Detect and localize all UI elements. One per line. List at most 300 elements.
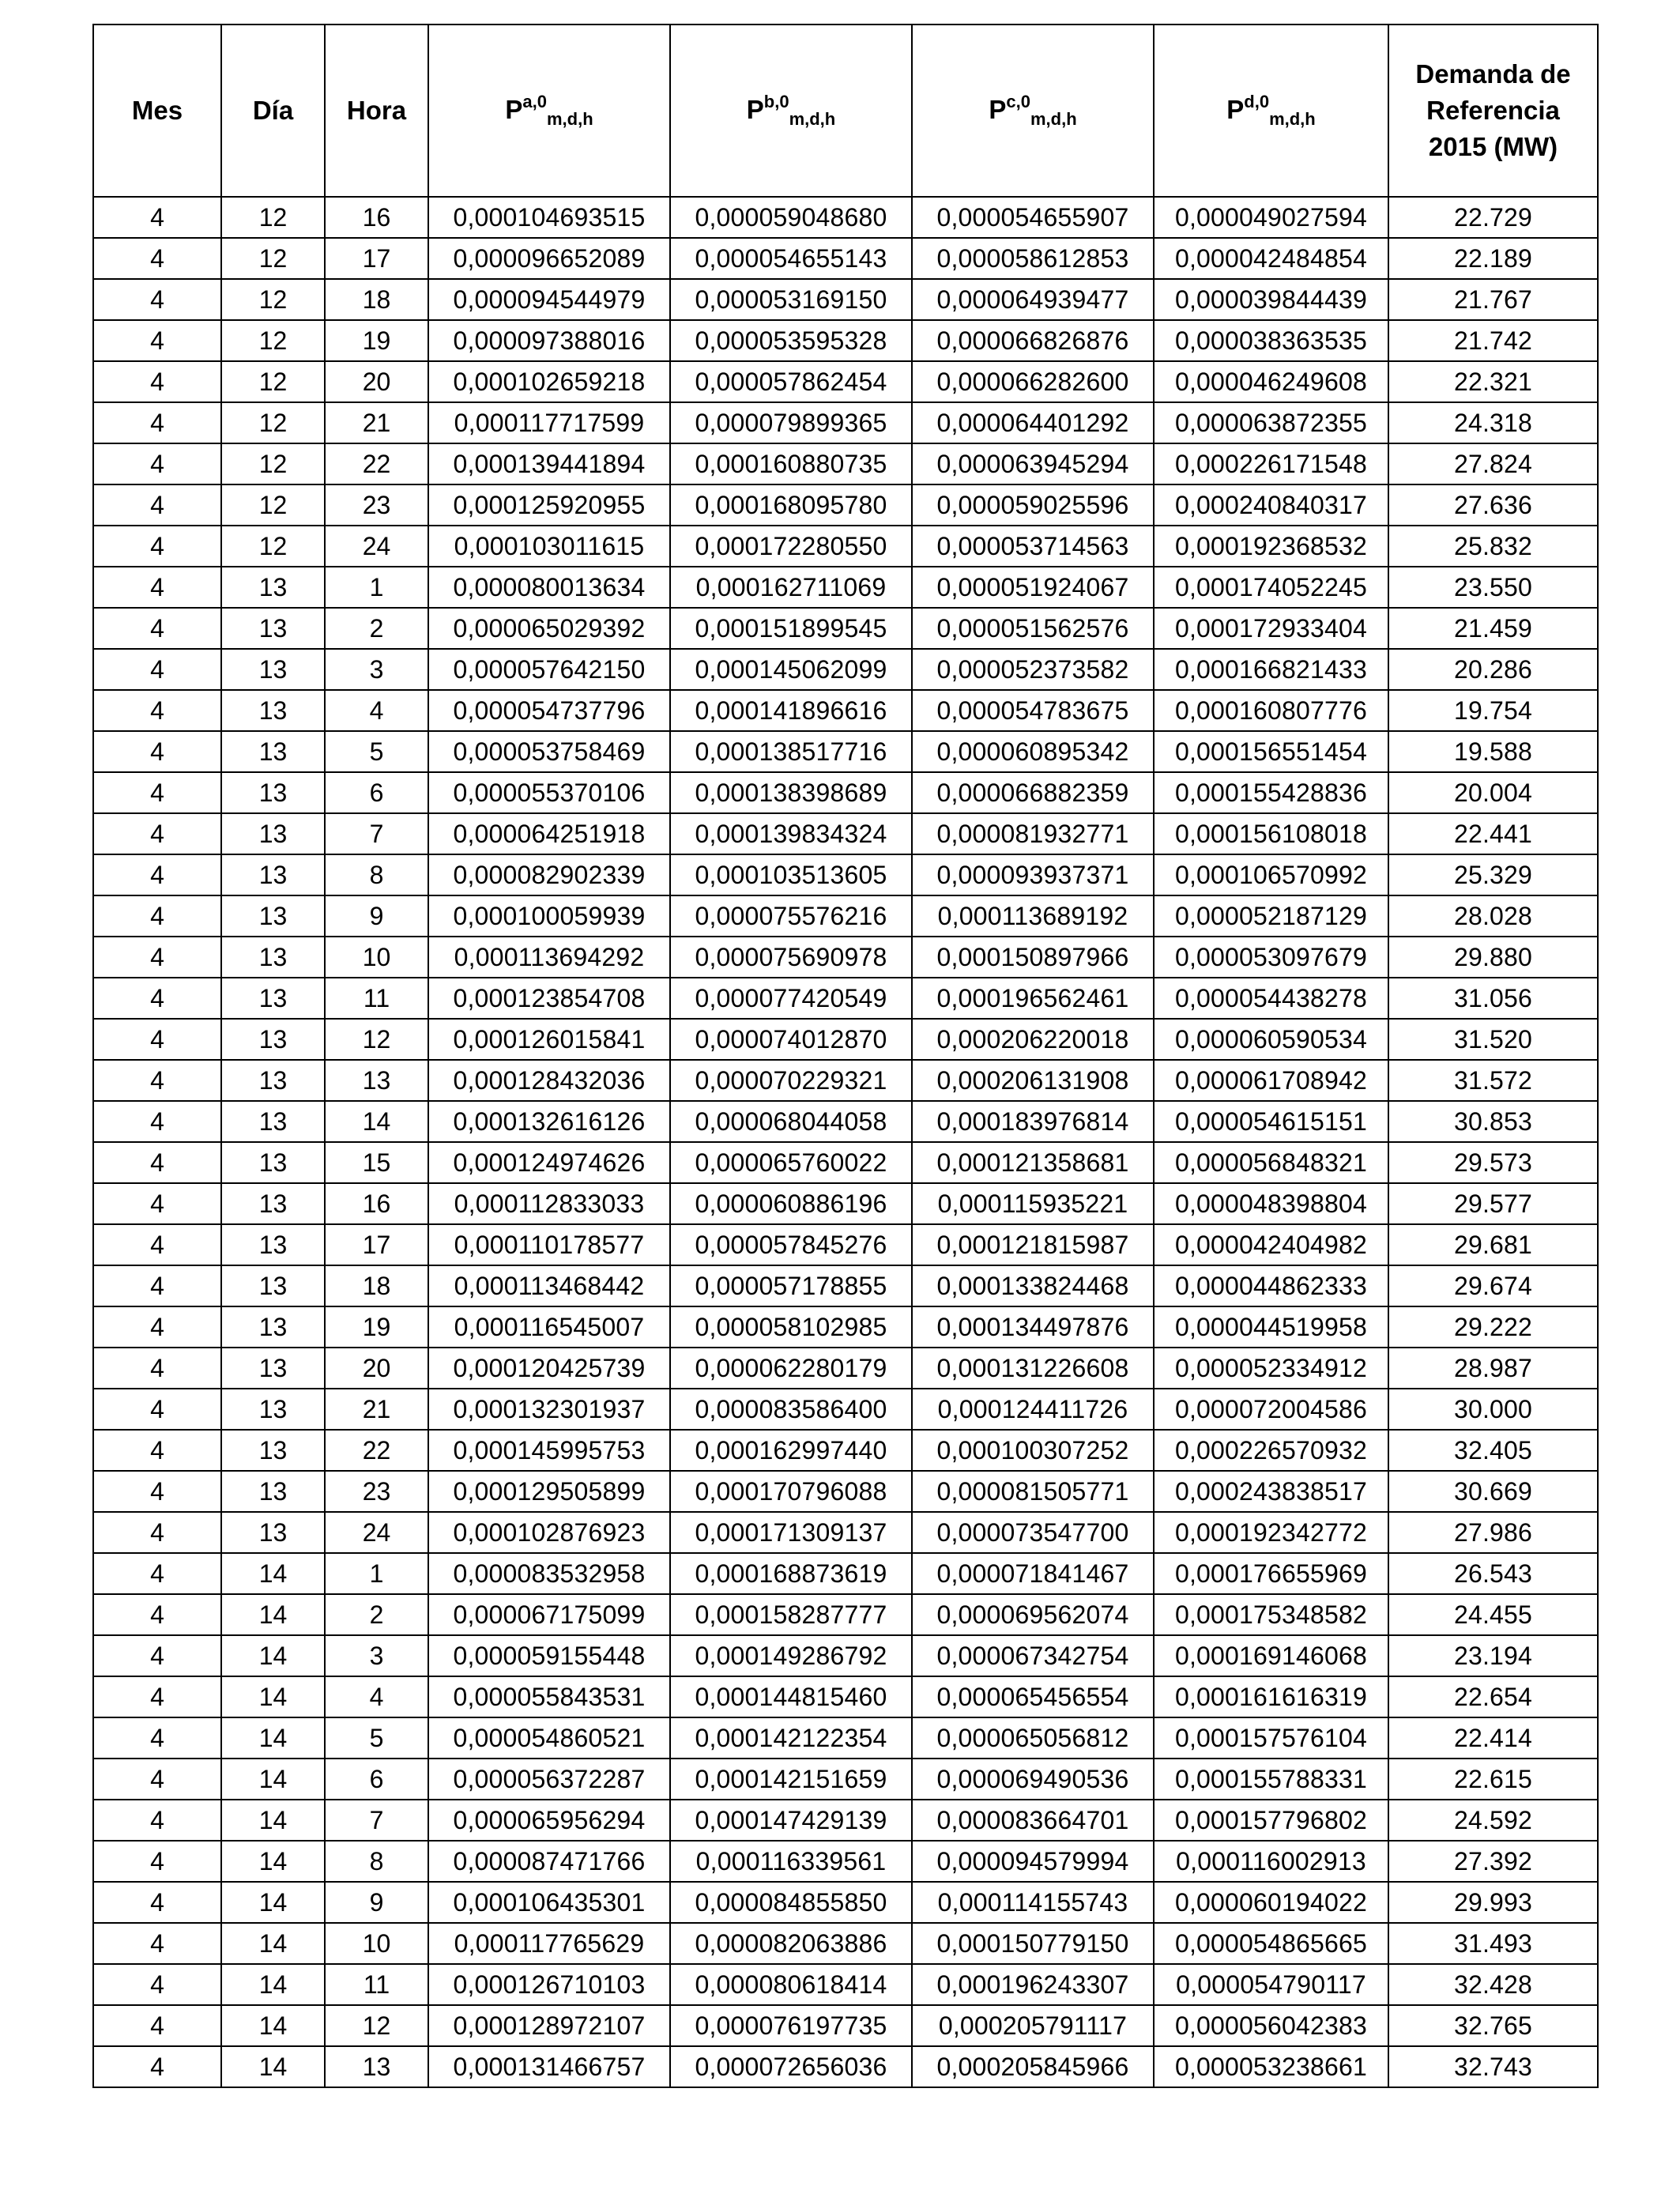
pd-cell: 0,000052334912 bbox=[1154, 1348, 1388, 1389]
dia-cell: 13 bbox=[221, 772, 325, 813]
hora-cell: 4 bbox=[325, 1676, 428, 1717]
demanda-cell: 27.986 bbox=[1388, 1512, 1598, 1553]
pc-cell: 0,000206131908 bbox=[912, 1060, 1154, 1101]
pa-cell: 0,000103011615 bbox=[428, 526, 670, 567]
dia-cell: 13 bbox=[221, 1430, 325, 1471]
hora-cell: 16 bbox=[325, 197, 428, 238]
hora-cell: 21 bbox=[325, 1389, 428, 1430]
mes-cell: 4 bbox=[93, 1348, 221, 1389]
mes-cell: 4 bbox=[93, 1882, 221, 1923]
hora-cell: 5 bbox=[325, 731, 428, 772]
table-row bbox=[93, 1676, 1598, 1717]
pd-cell: 0,000156108018 bbox=[1154, 813, 1388, 854]
pc-cell: 0,000081932771 bbox=[912, 813, 1154, 854]
pd-cell: 0,000192368532 bbox=[1154, 526, 1388, 567]
dia-cell: 13 bbox=[221, 1183, 325, 1224]
dia-cell: 14 bbox=[221, 1759, 325, 1800]
pc-cell: 0,000083664701 bbox=[912, 1800, 1154, 1841]
pb-cell: 0,000065760022 bbox=[670, 1142, 912, 1183]
pd-cell: 0,000054865665 bbox=[1154, 1923, 1388, 1964]
pb-cell: 0,000142122354 bbox=[670, 1717, 912, 1759]
demanda-cell: 29.573 bbox=[1388, 1142, 1598, 1183]
hora-cell: 1 bbox=[325, 1553, 428, 1594]
pa-cell: 0,000110178577 bbox=[428, 1224, 670, 1265]
pa-cell: 0,000145995753 bbox=[428, 1430, 670, 1471]
pd-cell: 0,000226171548 bbox=[1154, 443, 1388, 484]
pd-cell: 0,000106570992 bbox=[1154, 854, 1388, 895]
table-row bbox=[93, 1882, 1598, 1923]
pb-cell: 0,000116339561 bbox=[670, 1841, 912, 1882]
pd-base: P bbox=[1226, 95, 1245, 124]
hora-cell: 8 bbox=[325, 854, 428, 895]
hora-cell: 23 bbox=[325, 484, 428, 526]
pd-cell: 0,000046249608 bbox=[1154, 361, 1388, 402]
dia-cell: 14 bbox=[221, 1676, 325, 1717]
pc-cell: 0,000121815987 bbox=[912, 1224, 1154, 1265]
demanda-cell: 29.577 bbox=[1388, 1183, 1598, 1224]
pd-cell: 0,000048398804 bbox=[1154, 1183, 1388, 1224]
pb-cell: 0,000054655143 bbox=[670, 238, 912, 279]
demanda-cell: 22.654 bbox=[1388, 1676, 1598, 1717]
pa-cell: 0,000123854708 bbox=[428, 978, 670, 1019]
pc-cell: 0,000150897966 bbox=[912, 937, 1154, 978]
pd-sub: m,d,h bbox=[1269, 109, 1316, 129]
pc-cell: 0,000115935221 bbox=[912, 1183, 1154, 1224]
demanda-cell: 26.543 bbox=[1388, 1553, 1598, 1594]
dia-cell: 12 bbox=[221, 484, 325, 526]
pd-cell: 0,000053238661 bbox=[1154, 2046, 1388, 2087]
pc-cell: 0,000093937371 bbox=[912, 854, 1154, 895]
pa-cell: 0,000124974626 bbox=[428, 1142, 670, 1183]
hora-cell: 20 bbox=[325, 361, 428, 402]
pa-cell: 0,000054737796 bbox=[428, 690, 670, 731]
pb-cell: 0,000062280179 bbox=[670, 1348, 912, 1389]
pb-cell: 0,000168095780 bbox=[670, 484, 912, 526]
pb-cell: 0,000076197735 bbox=[670, 2005, 912, 2046]
pb-sup: b,0 bbox=[763, 92, 789, 111]
hora-cell: 6 bbox=[325, 772, 428, 813]
pb-cell: 0,000168873619 bbox=[670, 1553, 912, 1594]
pc-cell: 0,000196243307 bbox=[912, 1964, 1154, 2005]
pb-cell: 0,000074012870 bbox=[670, 1019, 912, 1060]
demanda-cell: 20.004 bbox=[1388, 772, 1598, 813]
pc-cell: 0,000196562461 bbox=[912, 978, 1154, 1019]
mes-cell: 4 bbox=[93, 1717, 221, 1759]
hora-cell: 17 bbox=[325, 1224, 428, 1265]
pb-cell: 0,000141896616 bbox=[670, 690, 912, 731]
pc-cell: 0,000064939477 bbox=[912, 279, 1154, 320]
pc-cell: 0,000064401292 bbox=[912, 402, 1154, 443]
pc-cell: 0,000150779150 bbox=[912, 1923, 1154, 1964]
demanda-cell: 21.767 bbox=[1388, 279, 1598, 320]
pd-cell: 0,000056042383 bbox=[1154, 2005, 1388, 2046]
table-row bbox=[93, 1142, 1598, 1183]
pb-cell: 0,000171309137 bbox=[670, 1512, 912, 1553]
header-mes: Mes bbox=[93, 25, 221, 197]
header-pc bbox=[912, 25, 1154, 197]
demanda-cell: 31.056 bbox=[1388, 978, 1598, 1019]
pc-cell: 0,000205845966 bbox=[912, 2046, 1154, 2087]
pc-cell: 0,000081505771 bbox=[912, 1471, 1154, 1512]
demanda-cell: 30.669 bbox=[1388, 1471, 1598, 1512]
pc-base: P bbox=[989, 95, 1007, 124]
pd-cell: 0,000155428836 bbox=[1154, 772, 1388, 813]
pd-cell: 0,000054790117 bbox=[1154, 1964, 1388, 2005]
mes-cell: 4 bbox=[93, 1430, 221, 1471]
hora-cell: 22 bbox=[325, 443, 428, 484]
pc-cell: 0,000071841467 bbox=[912, 1553, 1154, 1594]
pa-cell: 0,000125920955 bbox=[428, 484, 670, 526]
mes-cell: 4 bbox=[93, 1759, 221, 1800]
pc-sub: m,d,h bbox=[1030, 109, 1077, 129]
dia-cell: 13 bbox=[221, 1389, 325, 1430]
header-row bbox=[93, 25, 1598, 197]
pd-cell: 0,000061708942 bbox=[1154, 1060, 1388, 1101]
pd-cell: 0,000192342772 bbox=[1154, 1512, 1388, 1553]
demanda-cell: 25.832 bbox=[1388, 526, 1598, 567]
table-row bbox=[93, 279, 1598, 320]
pc-cell: 0,000205791117 bbox=[912, 2005, 1154, 2046]
mes-cell: 4 bbox=[93, 1265, 221, 1306]
header-hora: Hora bbox=[325, 25, 428, 197]
mes-cell: 4 bbox=[93, 526, 221, 567]
table-row bbox=[93, 1594, 1598, 1635]
hora-cell: 4 bbox=[325, 690, 428, 731]
demand-table bbox=[92, 24, 1599, 2088]
mes-cell: 4 bbox=[93, 731, 221, 772]
pa-cell: 0,000064251918 bbox=[428, 813, 670, 854]
pa-cell: 0,000139441894 bbox=[428, 443, 670, 484]
dia-cell: 12 bbox=[221, 443, 325, 484]
pb-cell: 0,000059048680 bbox=[670, 197, 912, 238]
hora-cell: 24 bbox=[325, 1512, 428, 1553]
table-row bbox=[93, 1348, 1598, 1389]
table-row bbox=[93, 443, 1598, 484]
demanda-cell: 24.592 bbox=[1388, 1800, 1598, 1841]
table-row bbox=[93, 320, 1598, 361]
demanda-cell: 30.000 bbox=[1388, 1389, 1598, 1430]
hora-cell: 24 bbox=[325, 526, 428, 567]
mes-cell: 4 bbox=[93, 813, 221, 854]
mes-cell: 4 bbox=[93, 1841, 221, 1882]
mes-cell: 4 bbox=[93, 484, 221, 526]
pb-cell: 0,000080618414 bbox=[670, 1964, 912, 2005]
pa-cell: 0,000113694292 bbox=[428, 937, 670, 978]
demanda-cell: 22.189 bbox=[1388, 238, 1598, 279]
demanda-cell: 23.194 bbox=[1388, 1635, 1598, 1676]
pc-cell: 0,000067342754 bbox=[912, 1635, 1154, 1676]
dia-cell: 12 bbox=[221, 238, 325, 279]
table-row bbox=[93, 937, 1598, 978]
hora-cell: 7 bbox=[325, 813, 428, 854]
pa-cell: 0,000128972107 bbox=[428, 2005, 670, 2046]
pa-cell: 0,000080013634 bbox=[428, 567, 670, 608]
demanda-cell: 29.222 bbox=[1388, 1306, 1598, 1348]
pd-cell: 0,000056848321 bbox=[1154, 1142, 1388, 1183]
pb-cell: 0,000075576216 bbox=[670, 895, 912, 937]
pc-cell: 0,000066282600 bbox=[912, 361, 1154, 402]
pa-cell: 0,000126015841 bbox=[428, 1019, 670, 1060]
mes-cell: 4 bbox=[93, 1019, 221, 1060]
pd-cell: 0,000044519958 bbox=[1154, 1306, 1388, 1348]
dia-cell: 14 bbox=[221, 1717, 325, 1759]
mes-cell: 4 bbox=[93, 1553, 221, 1594]
dia-cell: 13 bbox=[221, 608, 325, 649]
pc-cell: 0,000183976814 bbox=[912, 1101, 1154, 1142]
pb-cell: 0,000084855850 bbox=[670, 1882, 912, 1923]
table-row bbox=[93, 731, 1598, 772]
dia-cell: 13 bbox=[221, 731, 325, 772]
dia-cell: 13 bbox=[221, 895, 325, 937]
pd-cell: 0,000169146068 bbox=[1154, 1635, 1388, 1676]
dia-cell: 13 bbox=[221, 1348, 325, 1389]
pc-cell: 0,000069490536 bbox=[912, 1759, 1154, 1800]
demanda-cell: 29.993 bbox=[1388, 1882, 1598, 1923]
hora-cell: 19 bbox=[325, 1306, 428, 1348]
pd-cell: 0,000038363535 bbox=[1154, 320, 1388, 361]
demanda-cell: 27.824 bbox=[1388, 443, 1598, 484]
pa-cell: 0,000100059939 bbox=[428, 895, 670, 937]
pd-cell: 0,000243838517 bbox=[1154, 1471, 1388, 1512]
pa-cell: 0,000055370106 bbox=[428, 772, 670, 813]
hora-cell: 19 bbox=[325, 320, 428, 361]
demanda-cell: 24.455 bbox=[1388, 1594, 1598, 1635]
table-row bbox=[93, 1471, 1598, 1512]
hora-cell: 10 bbox=[325, 1923, 428, 1964]
hora-cell: 17 bbox=[325, 238, 428, 279]
pa-cell: 0,000131466757 bbox=[428, 2046, 670, 2087]
pb-cell: 0,000147429139 bbox=[670, 1800, 912, 1841]
table-row bbox=[93, 1759, 1598, 1800]
mes-cell: 4 bbox=[93, 649, 221, 690]
mes-cell: 4 bbox=[93, 1183, 221, 1224]
pb-cell: 0,000172280550 bbox=[670, 526, 912, 567]
dia-cell: 13 bbox=[221, 567, 325, 608]
demanda-cell: 21.459 bbox=[1388, 608, 1598, 649]
header-pa bbox=[428, 25, 670, 197]
pc-cell: 0,000094579994 bbox=[912, 1841, 1154, 1882]
pb-cell: 0,000149286792 bbox=[670, 1635, 912, 1676]
pb-cell: 0,000151899545 bbox=[670, 608, 912, 649]
pa-cell: 0,000054860521 bbox=[428, 1717, 670, 1759]
demanda-cell: 22.615 bbox=[1388, 1759, 1598, 1800]
dia-cell: 14 bbox=[221, 1882, 325, 1923]
mes-cell: 4 bbox=[93, 1224, 221, 1265]
mes-cell: 4 bbox=[93, 279, 221, 320]
pa-cell: 0,000132616126 bbox=[428, 1101, 670, 1142]
hora-cell: 13 bbox=[325, 1060, 428, 1101]
dia-cell: 13 bbox=[221, 813, 325, 854]
pd-cell: 0,000174052245 bbox=[1154, 567, 1388, 608]
hora-cell: 3 bbox=[325, 649, 428, 690]
hora-cell: 3 bbox=[325, 1635, 428, 1676]
dia-cell: 13 bbox=[221, 1224, 325, 1265]
pd-cell: 0,000042404982 bbox=[1154, 1224, 1388, 1265]
mes-cell: 4 bbox=[93, 1512, 221, 1553]
mes-cell: 4 bbox=[93, 361, 221, 402]
hora-cell: 8 bbox=[325, 1841, 428, 1882]
dia-cell: 13 bbox=[221, 1142, 325, 1183]
pc-cell: 0,000065056812 bbox=[912, 1717, 1154, 1759]
pb-cell: 0,000160880735 bbox=[670, 443, 912, 484]
hora-cell: 14 bbox=[325, 1101, 428, 1142]
pb-cell: 0,000057862454 bbox=[670, 361, 912, 402]
table-row bbox=[93, 1430, 1598, 1471]
dia-cell: 14 bbox=[221, 1635, 325, 1676]
table-row bbox=[93, 1923, 1598, 1964]
dia-cell: 14 bbox=[221, 1800, 325, 1841]
pb-cell: 0,000077420549 bbox=[670, 978, 912, 1019]
header-demanda-line-3: 2015 (MW) bbox=[1428, 132, 1558, 161]
pa-cell: 0,000096652089 bbox=[428, 238, 670, 279]
hora-cell: 22 bbox=[325, 1430, 428, 1471]
pa-cell: 0,000117765629 bbox=[428, 1923, 670, 1964]
pc-cell: 0,000054783675 bbox=[912, 690, 1154, 731]
dia-cell: 14 bbox=[221, 1964, 325, 2005]
header-pb bbox=[670, 25, 912, 197]
pb-cell: 0,000053169150 bbox=[670, 279, 912, 320]
pc-cell: 0,000058612853 bbox=[912, 238, 1154, 279]
table-row bbox=[93, 690, 1598, 731]
pc-cell: 0,000100307252 bbox=[912, 1430, 1154, 1471]
pa-cell: 0,000097388016 bbox=[428, 320, 670, 361]
dia-cell: 14 bbox=[221, 1923, 325, 1964]
pd-cell: 0,000226570932 bbox=[1154, 1430, 1388, 1471]
pa-cell: 0,000057642150 bbox=[428, 649, 670, 690]
pb-cell: 0,000103513605 bbox=[670, 854, 912, 895]
table-row bbox=[93, 772, 1598, 813]
table-row bbox=[93, 238, 1598, 279]
table-row bbox=[93, 361, 1598, 402]
demanda-cell: 27.392 bbox=[1388, 1841, 1598, 1882]
mes-cell: 4 bbox=[93, 854, 221, 895]
pa-cell: 0,000102659218 bbox=[428, 361, 670, 402]
pc-cell: 0,000114155743 bbox=[912, 1882, 1154, 1923]
pd-cell: 0,000072004586 bbox=[1154, 1389, 1388, 1430]
pd-cell: 0,000054438278 bbox=[1154, 978, 1388, 1019]
dia-cell: 14 bbox=[221, 1594, 325, 1635]
demanda-cell: 31.493 bbox=[1388, 1923, 1598, 1964]
demanda-cell: 22.441 bbox=[1388, 813, 1598, 854]
pc-cell: 0,000113689192 bbox=[912, 895, 1154, 937]
pc-cell: 0,000073547700 bbox=[912, 1512, 1154, 1553]
pd-cell: 0,000054615151 bbox=[1154, 1101, 1388, 1142]
pa-cell: 0,000083532958 bbox=[428, 1553, 670, 1594]
demanda-cell: 31.572 bbox=[1388, 1060, 1598, 1101]
pd-cell: 0,000060194022 bbox=[1154, 1882, 1388, 1923]
pa-cell: 0,000087471766 bbox=[428, 1841, 670, 1882]
pc-sup: c,0 bbox=[1006, 92, 1030, 111]
pd-cell: 0,000157796802 bbox=[1154, 1800, 1388, 1841]
pd-cell: 0,000052187129 bbox=[1154, 895, 1388, 937]
dia-cell: 14 bbox=[221, 2046, 325, 2087]
table-row bbox=[93, 2046, 1598, 2087]
demanda-cell: 28.028 bbox=[1388, 895, 1598, 937]
pb-cell: 0,000170796088 bbox=[670, 1471, 912, 1512]
pa-cell: 0,000106435301 bbox=[428, 1882, 670, 1923]
pb-cell: 0,000083586400 bbox=[670, 1389, 912, 1430]
demanda-cell: 22.321 bbox=[1388, 361, 1598, 402]
pc-cell: 0,000051924067 bbox=[912, 567, 1154, 608]
pd-cell: 0,000042484854 bbox=[1154, 238, 1388, 279]
mes-cell: 4 bbox=[93, 2005, 221, 2046]
pa-cell: 0,000112833033 bbox=[428, 1183, 670, 1224]
demanda-cell: 21.742 bbox=[1388, 320, 1598, 361]
mes-cell: 4 bbox=[93, 567, 221, 608]
pd-cell: 0,000116002913 bbox=[1154, 1841, 1388, 1882]
pa-cell: 0,000065956294 bbox=[428, 1800, 670, 1841]
pd-cell: 0,000161616319 bbox=[1154, 1676, 1388, 1717]
table-row bbox=[93, 854, 1598, 895]
pb-cell: 0,000162997440 bbox=[670, 1430, 912, 1471]
pa-sup: a,0 bbox=[522, 92, 547, 111]
mes-cell: 4 bbox=[93, 1389, 221, 1430]
pa-cell: 0,000104693515 bbox=[428, 197, 670, 238]
mes-cell: 4 bbox=[93, 402, 221, 443]
pa-cell: 0,000132301937 bbox=[428, 1389, 670, 1430]
pa-cell: 0,000128432036 bbox=[428, 1060, 670, 1101]
pd-cell: 0,000157576104 bbox=[1154, 1717, 1388, 1759]
pa-cell: 0,000116545007 bbox=[428, 1306, 670, 1348]
pa-cell: 0,000082902339 bbox=[428, 854, 670, 895]
table-row bbox=[93, 1841, 1598, 1882]
pc-cell: 0,000133824468 bbox=[912, 1265, 1154, 1306]
dia-cell: 12 bbox=[221, 361, 325, 402]
dia-cell: 13 bbox=[221, 978, 325, 1019]
pb-sub: m,d,h bbox=[789, 109, 836, 129]
pa-cell: 0,000067175099 bbox=[428, 1594, 670, 1635]
dia-cell: 12 bbox=[221, 197, 325, 238]
pa-cell: 0,000056372287 bbox=[428, 1759, 670, 1800]
mes-cell: 4 bbox=[93, 238, 221, 279]
pa-cell: 0,000113468442 bbox=[428, 1265, 670, 1306]
pc-cell: 0,000134497876 bbox=[912, 1306, 1154, 1348]
pd-cell: 0,000063872355 bbox=[1154, 402, 1388, 443]
pc-cell: 0,000124411726 bbox=[912, 1389, 1154, 1430]
mes-cell: 4 bbox=[93, 197, 221, 238]
pb-cell: 0,000068044058 bbox=[670, 1101, 912, 1142]
pc-cell: 0,000066826876 bbox=[912, 320, 1154, 361]
mes-cell: 4 bbox=[93, 1142, 221, 1183]
dia-cell: 13 bbox=[221, 1101, 325, 1142]
mes-cell: 4 bbox=[93, 443, 221, 484]
pb-cell: 0,000057845276 bbox=[670, 1224, 912, 1265]
dia-cell: 13 bbox=[221, 1265, 325, 1306]
demanda-cell: 19.754 bbox=[1388, 690, 1598, 731]
demanda-cell: 28.987 bbox=[1388, 1348, 1598, 1389]
mes-cell: 4 bbox=[93, 937, 221, 978]
mes-cell: 4 bbox=[93, 1101, 221, 1142]
dia-cell: 13 bbox=[221, 1060, 325, 1101]
table-row bbox=[93, 1306, 1598, 1348]
header-dia: Día bbox=[221, 25, 325, 197]
pb-cell: 0,000138398689 bbox=[670, 772, 912, 813]
demanda-cell: 32.405 bbox=[1388, 1430, 1598, 1471]
table-row bbox=[93, 978, 1598, 1019]
table-row bbox=[93, 1553, 1598, 1594]
mes-cell: 4 bbox=[93, 1800, 221, 1841]
hora-cell: 7 bbox=[325, 1800, 428, 1841]
table-row bbox=[93, 1717, 1598, 1759]
table-row bbox=[93, 1800, 1598, 1841]
dia-cell: 13 bbox=[221, 1306, 325, 1348]
hora-cell: 9 bbox=[325, 895, 428, 937]
pb-cell: 0,000053595328 bbox=[670, 320, 912, 361]
mes-cell: 4 bbox=[93, 1964, 221, 2005]
demanda-cell: 32.428 bbox=[1388, 1964, 1598, 2005]
table-row bbox=[93, 484, 1598, 526]
dia-cell: 13 bbox=[221, 937, 325, 978]
